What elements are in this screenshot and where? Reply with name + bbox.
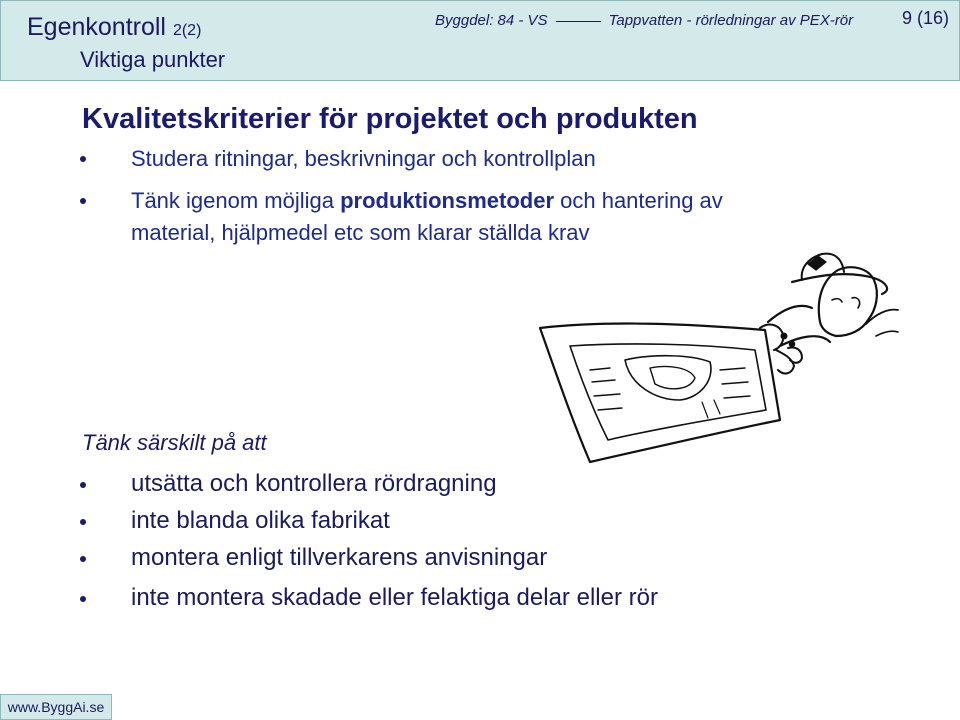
- sub-heading: Tänk särskilt på att: [82, 430, 267, 455]
- list-item: utsätta och kontrollera rördragning: [131, 470, 497, 497]
- bullet-dot: [78, 517, 88, 527]
- section-heading: Kvalitetskriterier för projektet och produkten: [82, 103, 698, 135]
- meta-component: Byggdel: 84 - VS: [435, 12, 548, 29]
- title-suffix: 2(2): [172, 22, 202, 39]
- slide-header: [0, 0, 960, 81]
- drawing-illustration: [530, 250, 900, 475]
- bullet-text-2: [131, 188, 723, 214]
- list-item: inte montera skadade eller felaktiga delar eller rör: [131, 584, 658, 611]
- slide-subtitle: Viktiga punkter: [80, 47, 226, 72]
- slide-title: [27, 13, 201, 42]
- bullet-text-2-cont: material, hjälpmedel etc som klarar ställda krav: [131, 220, 590, 245]
- bullet2-pre: Tänk igenom möjliga: [131, 188, 341, 213]
- bullet-dot: [78, 480, 88, 490]
- list-item: inte blanda olika fabrikat: [131, 507, 390, 534]
- page-number: 9 (16): [901, 8, 949, 28]
- bullet-dot: [78, 554, 88, 564]
- footer-site-link[interactable]: [0, 694, 112, 720]
- footer-text: www.ByggAi.se: [7, 699, 105, 715]
- bullet-dot: [78, 594, 88, 604]
- bullet2-post: och hantering av: [554, 188, 723, 213]
- bullet-text-1: Studera ritningar, beskrivningar och kontrollplan: [131, 146, 596, 171]
- meta-dash: [556, 21, 601, 22]
- component-meta: [435, 12, 853, 29]
- bullet-dot: [78, 154, 88, 164]
- title-text: Egenkontroll: [27, 13, 166, 41]
- meta-description: Tappvatten - rörledningar av PEX-rör: [608, 12, 854, 29]
- bullet-dot: [78, 196, 88, 206]
- list-item: montera enligt tillverkarens anvisningar: [131, 544, 548, 571]
- bullet2-bold: produktionsmetoder: [340, 188, 555, 213]
